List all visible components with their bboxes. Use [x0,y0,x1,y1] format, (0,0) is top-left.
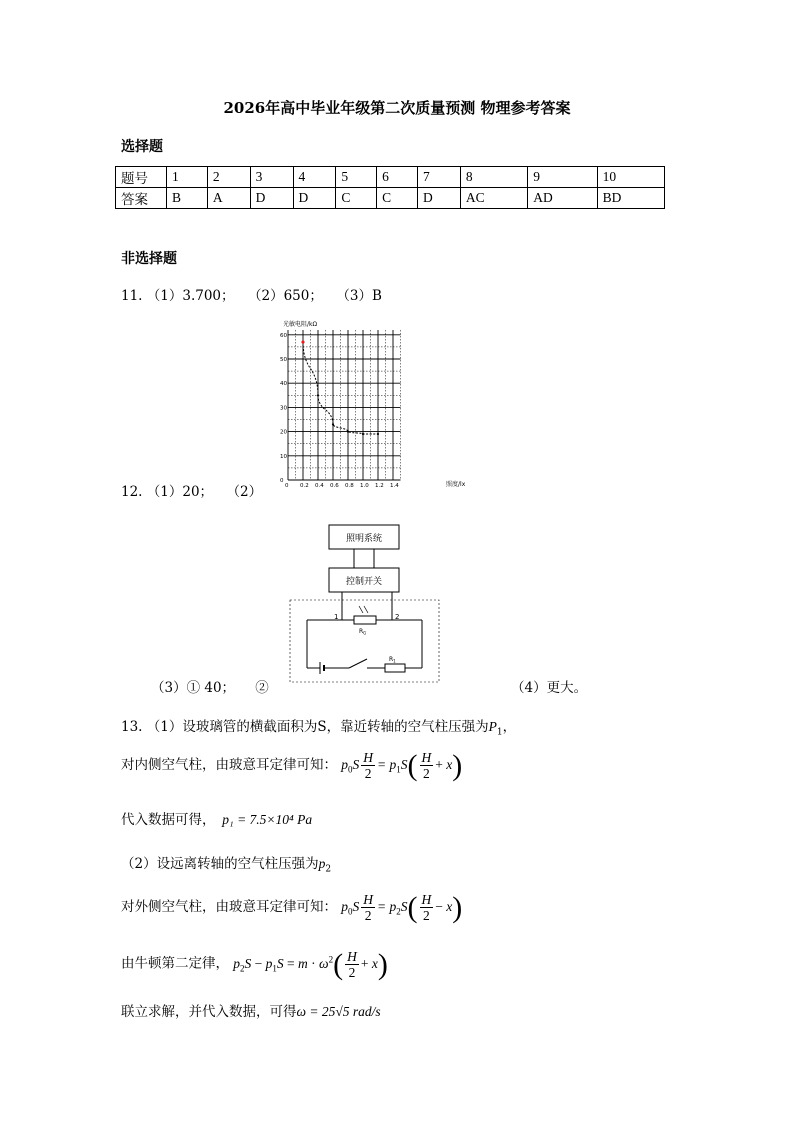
table-cell: D [418,188,461,209]
node-2-label: 2 [395,613,400,621]
q12-part4: （4）更大。 [511,680,588,696]
q13-line3: 代入数据可得， p₁ = 7.5×10⁴ Pa [121,812,313,828]
y-tick-label: 60 [280,332,287,339]
table-cell: 8 [460,167,527,188]
photoresistor [354,616,376,624]
table-cell: D [293,188,336,209]
table-cell: C [336,188,377,209]
table-row [116,188,665,209]
table-cell: BD [597,188,664,209]
equation-newton: $p_2S - p_1S = m \cdot \omega^2$( $\frac{H}{2}$ + x) [233,947,388,981]
y-tick-label: 0 [280,478,284,484]
q13-line1: 13. （1）设玻璃管的横截面积为S，靠近转轴的空气柱压强为$P_1$， [121,719,517,738]
table-header-cell: 题号 [116,167,167,188]
x-tick-label: 0.6 [330,483,339,489]
r1-label: $R_1$ [389,656,396,664]
table-cell: 9 [528,167,597,188]
equation-boyle-inner: $p_0S$ $\frac{H}{2}$ = $p_1S$( $\frac{H}{2}$ + x) [341,748,463,782]
table-cell: 7 [418,167,461,188]
light-arrow-icon [364,606,368,613]
table-cell: 4 [293,167,336,188]
page-title: 2026年高中毕业年级第二次质量预测 物理参考答案 [223,99,571,117]
x-tick-label: 0.4 [315,483,324,489]
y-tick-label: 30 [280,405,287,412]
q13-line7: 联立求解，并代入数据，可得ω = 25√5 rad/s [121,1004,381,1020]
q11-answer: 11. （1）3.700； （2）650； （3）B [121,288,382,304]
table-cell: C [377,188,418,209]
control-switch-label: 控制开关 [345,577,383,587]
y-tick-label: 20 [280,429,287,436]
x-tick-label: 1.2 [375,483,384,489]
node-1-label: 1 [334,613,339,621]
q13-line4: （2）设远离转轴的空气柱压强为$p_2$ [121,856,332,875]
graph-grid [288,330,401,480]
lighting-system-label: 照明系统 [345,534,383,544]
equation-boyle-outer: $p_0S$ $\frac{H}{2}$ = $p_2S$( $\frac{H}{2}$ − x) [341,890,463,924]
x-tick-label: 1.0 [360,483,369,489]
graph-ylabel: 光敏电阻/kΩ [283,321,318,328]
table-header-cell: 答案 [116,188,167,209]
table-cell: 3 [250,167,293,188]
table-cell: D [250,188,293,209]
resistor-r1 [385,664,405,672]
light-arrow-icon [359,606,363,613]
data-point [317,394,319,396]
section-nonchoice-heading: 非选择题 [121,251,177,267]
q13-line6: 由牛顿第二定律， $p_2S - p_1S = m \cdot \omega^2$( $\frac{H}{2}$ + x) [121,947,388,981]
dashed-enclosure [290,600,439,682]
y-tick-label: 10 [280,453,287,460]
q12-part1: 12. （1）20； （2） [121,484,263,500]
table-cell: 5 [336,167,377,188]
resistance-illuminance-graph [278,318,468,490]
data-point [301,340,304,343]
table-row [116,167,665,188]
data-point [377,433,379,435]
table-cell: 6 [377,167,418,188]
q13-line5: 对外侧空气柱，由玻意耳定律可知： $p_0S$ $\frac{H}{2}$ = $p_2S$( $\frac{H}{2}$ − x) [121,890,463,924]
circuit-diagram [287,522,442,686]
x-tick-label: 0 [285,483,289,489]
x-tick-label: 0.8 [345,483,354,489]
graph-xlabel: 照度/lx [446,481,466,488]
data-point [362,433,364,435]
switch-icon [349,659,367,668]
table-cell: A [207,188,250,209]
table-cell: AC [460,188,527,209]
data-point [332,423,334,425]
table-cell: 10 [597,167,664,188]
y-tick-label: 50 [280,357,287,363]
table-cell: AD [528,188,597,209]
y-tick-label: 40 [280,381,287,388]
table-cell: B [167,188,208,209]
x-tick-label: 1.4 [390,483,399,489]
data-point [347,431,349,433]
table-cell: 2 [207,167,250,188]
x-tick-label: 0.2 [300,483,309,489]
answer-table [115,166,665,209]
rg-label: $R_G$ [359,628,367,636]
q13-line2: 对内侧空气柱，由玻意耳定律可知： $p_0S$ $\frac{H}{2}$ = $p_1S$( $\frac{H}{2}$ + x) [121,748,463,782]
table-cell: 1 [167,167,208,188]
q12-part3: （3）① 40； ② [151,680,269,696]
section-choice-heading: 选择题 [121,139,163,155]
